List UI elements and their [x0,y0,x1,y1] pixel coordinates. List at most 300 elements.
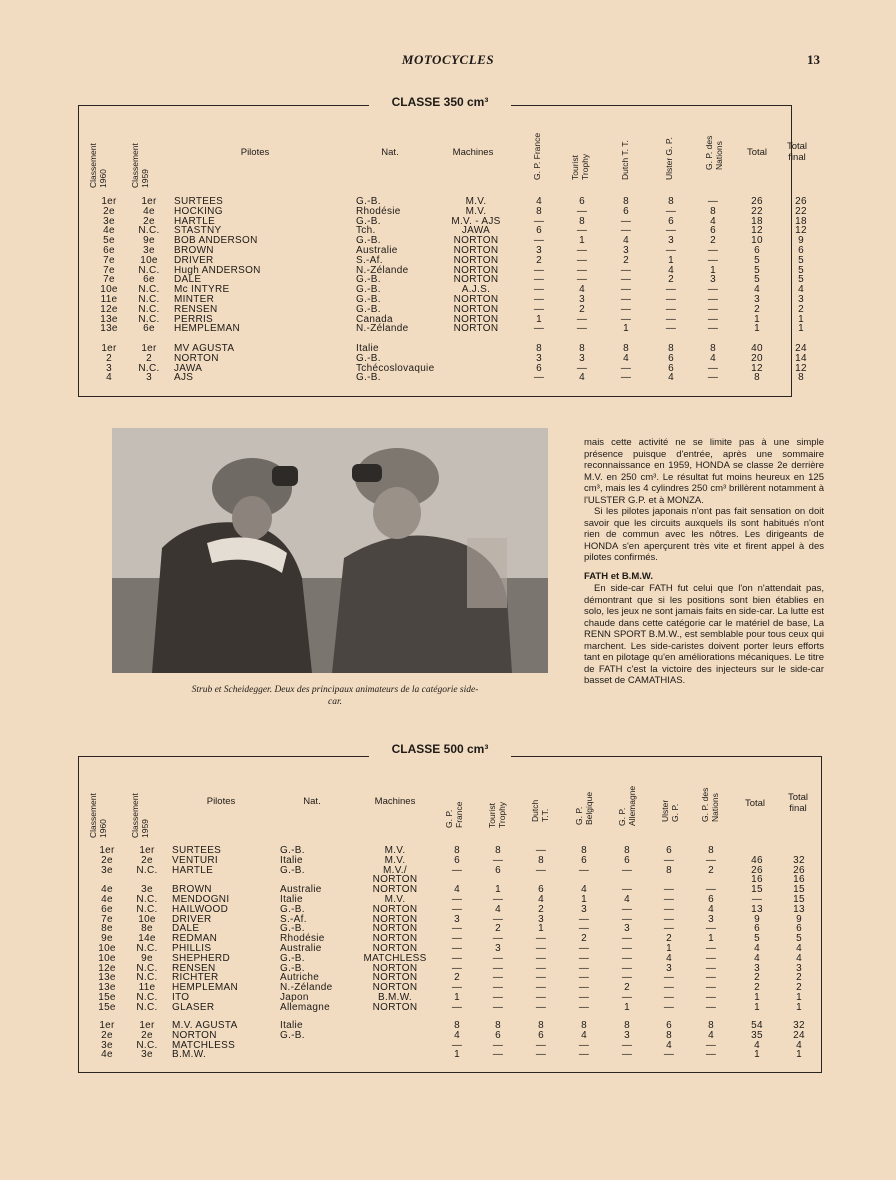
cell-al: — [621,972,633,984]
cell-nat: G.-B. [356,196,381,207]
cell-ul: 1 [668,254,674,266]
cell-tot: 1 [754,313,760,325]
cell-na: 6 [710,225,716,237]
cell-c1959: N.C. [136,962,158,974]
cell-fin: 1 [798,323,804,335]
cell-na: — [707,362,719,374]
cell-be: — [578,992,590,1003]
cell-na: — [707,245,719,256]
cell-fin: 3 [796,962,802,974]
cell-mach: MATCHLESS [363,952,427,964]
cell-mach: NORTON [453,294,499,305]
cell-tot: 16 [751,874,763,886]
cell-nat: Tchécoslovaquie [356,362,435,374]
cell-fr: 4 [536,196,542,207]
cell-c1960: 8e [101,923,113,935]
cell-na: — [707,323,719,335]
cell-al: — [621,1039,633,1051]
cell-al: — [621,864,633,876]
cell-fr: 4 [454,1029,460,1041]
cell-nat: G.-B. [280,845,305,856]
cell-tot: 35 [751,1029,763,1041]
cell-tt: — [576,264,588,276]
col-header-classement-1960: Classement 1960 [88,143,108,188]
cell-ul: 4 [668,264,674,276]
cell-al: — [621,962,633,974]
cell-pilot: HEMPLEMAN [172,982,239,994]
cell-c1960: 10e [98,943,116,954]
col-header-gp-allemagne: G. P. Allemagne [617,785,637,826]
cell-tt: — [576,313,588,325]
cell-fin: 5 [798,264,804,276]
cell-c1960: 13e [100,313,118,325]
cell-fin: 24 [793,1029,805,1041]
col-header-pilotes: Pilotes [206,796,236,807]
cell-c1959: N.C. [138,303,160,315]
table-row [0,246,896,256]
cell-fr: — [451,943,463,954]
cell-be: 2 [581,933,587,945]
cell-du: — [620,225,632,237]
manufacturer-row [0,364,896,374]
cell-pilot: PHILLIS [172,943,212,954]
cell-du: — [620,215,632,227]
cell-ul: 6 [668,362,674,374]
cell-fin: 9 [796,913,802,925]
col-header-machines: Machines [452,147,494,158]
cell-c1960: 10e [98,952,116,964]
cell-du: — [535,943,547,954]
cell-be: — [578,1039,590,1051]
cell-tt: — [492,992,504,1003]
table-350-title: CLASSE 350 cm³ [391,95,489,109]
cell-na: 2 [710,235,716,247]
cell-fr: 6 [536,362,542,374]
cell-tt: — [576,274,588,286]
table-row [0,305,896,315]
cell-fr: 6 [454,854,460,866]
cell-ul: 8 [666,864,672,876]
cell-c1959: 11e [138,982,156,994]
cell-tt: 8 [579,215,585,227]
cell-fr: — [451,894,463,905]
cell-tt: — [492,894,504,905]
cell-fr: — [533,284,545,296]
cell-tot: 6 [754,923,760,935]
cell-fin: 4 [798,284,804,296]
cell-c1959: 3e [141,1049,153,1061]
table-row [0,973,896,983]
cell-pilot: SURTEES [172,845,222,856]
cell-nat: G.-B. [280,923,305,935]
cell-be: — [578,943,590,954]
cell-tt: — [576,254,588,266]
cell-nat: Canada [356,313,393,325]
cell-ul: 8 [666,1029,672,1041]
col-header-ulster-gp: Ulster G. P. [664,137,674,180]
cell-tot: 4 [754,1039,760,1051]
cell-fr: 2 [454,972,460,984]
table-row [0,256,896,266]
manufacturer-row [0,1050,896,1060]
cell-fin: 5 [798,274,804,286]
cell-c1960: 7e [103,264,115,276]
cell-mach: NORTON [372,923,418,935]
cell-na: — [707,254,719,266]
page-number: 13 [807,52,820,67]
cell-na: — [707,294,719,305]
cell-fr: 4 [454,884,460,896]
cell-ul: — [665,284,677,296]
cell-c1960: 11e [100,294,118,305]
cell-du: — [535,972,547,984]
cell-c1960: 1er [101,343,117,354]
cell-pilot: HARTLE [172,864,214,876]
cell-ul: 6 [668,215,674,227]
cell-ul: — [665,205,677,217]
cell-fin: 32 [793,1020,805,1031]
cell-fr: — [533,215,545,227]
cell-al: 8 [624,845,630,856]
cell-na: — [705,982,717,994]
cell-ul: — [663,854,675,866]
cell-tt: — [492,1001,504,1013]
cell-al: — [621,903,633,915]
cell-du: — [620,284,632,296]
cell-ul: 6 [666,1020,672,1031]
cell-be: — [578,923,590,935]
cell-c1959: 2e [141,1029,153,1041]
cell-c1959: N.C. [136,1001,158,1013]
cell-pilot: PERRIS [174,313,214,325]
cell-fin: 1 [798,313,804,325]
cell-c1959: N.C. [138,294,160,305]
cell-fin: 5 [796,933,802,945]
cell-fr: — [533,235,545,247]
cell-tt: 3 [579,294,585,305]
col-header-dutch-tt: Dutch T. T. [620,140,630,180]
cell-pilot: REDMAN [172,933,218,945]
cell-pilot: NORTON [174,352,219,364]
cell-du: — [535,1039,547,1051]
cell-pilot: SHEPHERD [172,952,230,964]
cell-nat: G.-B. [280,952,305,964]
cell-nat: Allemagne [280,1001,330,1013]
cell-nat: Italie [280,894,303,905]
cell-fin: 3 [798,294,804,305]
cell-tt: — [492,913,504,925]
cell-du: — [535,864,547,876]
cell-tot: 5 [754,254,760,266]
cell-c1960: 3e [101,1039,113,1051]
cell-tt: — [576,323,588,335]
cell-fr: — [451,903,463,915]
cell-tot: 13 [751,903,763,915]
cell-c1959: 9e [141,952,153,964]
cell-na: 8 [710,205,716,217]
cell-na: — [705,1001,717,1013]
cell-tt: 1 [579,235,585,247]
cell-c1960: 2e [101,854,113,866]
cell-fr: 8 [536,205,542,217]
cell-fr: 1 [454,992,460,1003]
cell-pilot: GLASER [172,1001,215,1013]
riders-photo-illustration [112,428,548,673]
cell-tt: — [576,245,588,256]
cell-nat: G.-B. [356,274,381,286]
cell-c1959: 4e [143,205,155,217]
col-header-classement-1959: Classement 1959 [130,793,150,838]
cell-c1959: 1er [139,1020,155,1031]
cell-du: 6 [623,205,629,217]
cell-c1960: 1er [101,196,117,207]
cell-nat: Italie [356,343,379,354]
cell-tt: — [576,362,588,374]
cell-al: — [621,1049,633,1061]
cell-ul: — [663,1001,675,1013]
cell-du: — [535,992,547,1003]
cell-nat: S.-Af. [356,254,383,266]
cell-fr: — [533,294,545,305]
cell-c1960: 7e [103,274,115,286]
cell-c1960: 2e [103,205,115,217]
cell-c1960: 4e [101,1049,113,1061]
cell-mach: NORTON [372,903,418,915]
cell-al: 2 [624,982,630,994]
cell-al: — [621,933,633,945]
cell-du: — [535,952,547,964]
cell-fin: 12 [795,225,807,237]
cell-tt: — [576,205,588,217]
cell-na: — [705,884,717,896]
cell-c1959: 10e [138,913,156,925]
cell-be: — [578,1001,590,1013]
riders-photo [112,428,548,673]
cell-ul: — [663,884,675,896]
cell-tot: 1 [754,1049,760,1061]
cell-fr: — [451,923,463,935]
cell-ul: 4 [666,1039,672,1051]
col-header-tourist-trophy: Tourist Trophy [570,153,590,180]
cell-fr: — [451,1039,463,1051]
cell-nat: G.-B. [280,864,305,876]
cell-fr: 3 [536,245,542,256]
cell-be: — [578,952,590,964]
cell-fr: — [533,274,545,286]
cell-tot: 6 [754,245,760,256]
cell-c1959: 3 [146,372,152,384]
cell-c1959: N.C. [138,313,160,325]
cell-na: — [705,1039,717,1051]
cell-na: — [707,196,719,207]
cell-mach: NORTON [372,933,418,945]
col-header-gp-nations: G. P. des Nations [704,135,724,170]
cell-c1959: N.C. [136,972,158,984]
cell-nat: G.-B. [356,284,381,296]
cell-ul: — [663,1049,675,1061]
cell-tot: 4 [754,952,760,964]
cell-du: 4 [538,894,544,905]
cell-na: 4 [708,1029,714,1041]
cell-pilot: MATCHLESS [172,1039,236,1051]
cell-c1960: 6e [101,903,113,915]
photo-caption: Strub et Scheidegger. Deux des principaux animateurs de la catégorie side-car. [191,685,479,707]
running-header: MOTOCYCLES [401,52,495,67]
cell-nat: S.-Af. [280,913,307,925]
table-row [0,924,896,934]
cell-fin: 1 [796,992,802,1003]
cell-tot: 20 [751,352,763,364]
article-text [584,437,824,687]
cell-tot: 4 [754,284,760,296]
cell-na: 1 [710,264,716,276]
cell-c1959: 1er [141,196,157,207]
table-row [0,905,896,915]
cell-mach: B.M.W. [377,992,413,1003]
cell-al: 6 [624,854,630,866]
cell-ul: 6 [666,845,672,856]
cell-du: 3 [538,913,544,925]
cell-pilot: BROWN [172,884,212,896]
cell-mach: NORTON [453,254,499,266]
col-header-total: Total [744,798,766,809]
cell-tot: 8 [754,372,760,384]
cell-mach: M.V. [465,205,487,217]
cell-tot: 1 [754,992,760,1003]
table-500-title: CLASSE 500 cm³ [391,742,489,756]
cell-nat: Rhodésie [356,205,401,217]
cell-na: — [705,952,717,964]
cell-c1960: 4 [106,372,112,384]
cell-be: 4 [581,884,587,896]
cell-fin: 13 [793,903,805,915]
col-header-nat: Nat. [303,796,321,807]
cell-be: — [578,1049,590,1061]
cell-be: 3 [581,903,587,915]
cell-na: 2 [708,864,714,876]
cell-du: — [620,274,632,286]
cell-mach: JAWA [461,225,491,237]
cell-al: — [621,943,633,954]
cell-fin: 22 [795,205,807,217]
cell-nat: G.-B. [280,1029,305,1041]
cell-du: 8 [623,196,629,207]
cell-tot: 9 [754,913,760,925]
cell-fr: — [451,933,463,945]
cell-na: — [705,992,717,1003]
cell-ul: — [665,294,677,305]
cell-pilot: JAWA [174,362,203,374]
cell-c1960: 1er [99,1020,115,1031]
cell-nat: Italie [280,854,303,866]
cell-al: 3 [624,923,630,935]
cell-fin: 5 [798,254,804,266]
col-header-machines: Machines [374,796,416,807]
cell-du: — [535,1049,547,1061]
cell-na: 4 [710,215,716,227]
cell-pilot: RICHTER [172,972,219,984]
cell-fr: — [533,264,545,276]
cell-tot: 10 [751,235,763,247]
table-row [0,324,896,334]
cell-tt: 8 [495,845,501,856]
cell-ul: — [663,923,675,935]
cell-fin: 4 [796,943,802,954]
cell-na: — [707,372,719,384]
cell-ul: 4 [668,372,674,384]
cell-du: — [535,962,547,974]
cell-tt: 4 [495,903,501,915]
cell-du: 2 [623,254,629,266]
cell-tot: 1 [754,323,760,335]
cell-c1959: 1er [139,845,155,856]
cell-tt: — [492,933,504,945]
cell-c1959: N.C. [136,894,158,905]
cell-ul: — [663,982,675,994]
cell-mach: NORTON [453,274,499,286]
cell-fr: — [533,372,545,384]
cell-fin: 15 [793,894,805,905]
cell-du: — [620,303,632,315]
cell-mach: NORTON [372,943,418,954]
cell-pilot: BROWN [174,245,214,256]
cell-tot: 26 [751,864,763,876]
col-header-gp-belgique: G. P. Belgique [574,791,594,825]
cell-tot: 18 [751,215,763,227]
cell-nat: Autriche [280,972,320,984]
col-header-total-final: Total final [787,792,809,814]
cell-pilot: Mc INTYRE [174,284,230,296]
cell-du: 4 [623,235,629,247]
cell-mach: M.V. [384,845,406,856]
cell-pilot: ITO [172,992,190,1003]
cell-c1960: 13e [98,972,116,984]
cell-fr: 1 [536,313,542,325]
cell-fin: 2 [796,982,802,994]
article-paragraph: En side-car FATH fut celui que l'on n'attendait pas, démontrant que si les positions sont bien établies en solo, les jeux ne sont jamais faits en side-car. La lutte est chaude dans cette catégorie car le matériel de base, La RENN SPORT B.M.W., est semblable pour tous ceux qui marchent. Les side-caristes doivent porter leurs efforts tant en pilotage qu'en améliorations mécaniques. Le titre de FATH c'est la victoire des injecteurs sur le side-car basset de CAMATHIAS. [584,583,824,686]
cell-tot: 12 [751,362,763,374]
cell-nat: Tch. [356,225,376,237]
table-row [0,934,896,944]
cell-tot: 4 [754,943,760,954]
cell-fr: 1 [454,1049,460,1061]
cell-fr: — [451,864,463,876]
cell-al: 3 [624,1029,630,1041]
cell-c1960: 3e [101,864,113,876]
cell-fin: 26 [793,864,805,876]
cell-ul: 8 [668,343,674,354]
cell-du: 4 [623,352,629,364]
col-header-classement-1960: Classement 1960 [88,793,108,838]
cell-tt: 8 [495,1020,501,1031]
manufacturer-row [0,1031,896,1041]
manufacturer-row [0,1041,896,1051]
cell-tot: 2 [754,303,760,315]
cell-c1960: 7e [103,254,115,266]
cell-pilot: Hugh ANDERSON [174,264,261,276]
cell-tot: 2 [754,972,760,984]
cell-fin: 1 [796,1049,802,1061]
cell-c1959: N.C. [138,284,160,296]
cell-tt: 3 [579,352,585,364]
cell-tt: 8 [579,343,585,354]
cell-c1960: 1er [99,845,115,856]
cell-tot: 3 [754,294,760,305]
cell-mach: M.V. [384,854,406,866]
cell-c1959: 8e [141,923,153,935]
cell-tot: 54 [751,1020,763,1031]
cell-be: — [578,972,590,984]
